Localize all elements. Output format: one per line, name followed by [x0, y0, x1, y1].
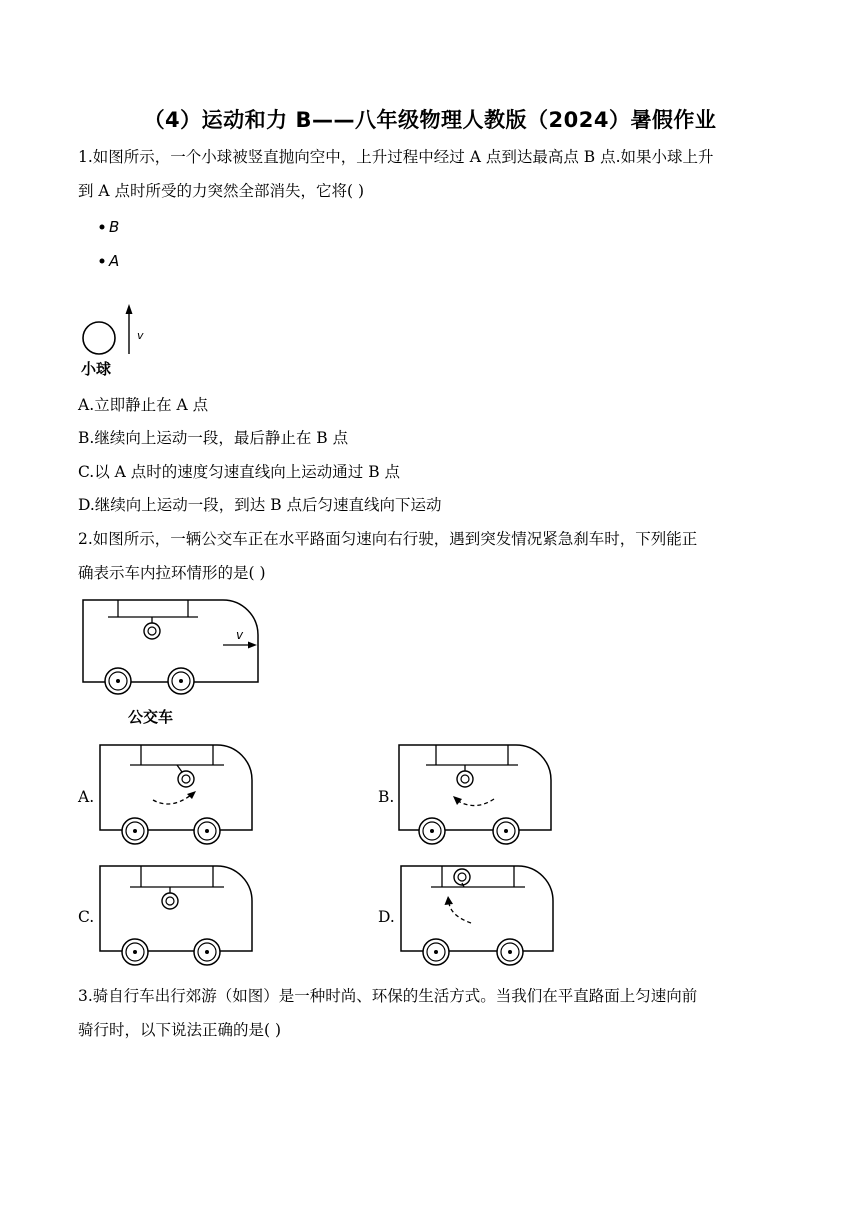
- swing-arrowhead-icon: [445, 896, 454, 905]
- bus-figure: [78, 595, 268, 730]
- q2-option-b-label: B.: [378, 788, 395, 806]
- q1-figure: [78, 210, 168, 385]
- ball-icon: [83, 322, 115, 354]
- q2-text-line2: 确表示车内拉环情形的是( ): [78, 564, 266, 582]
- q1-option-a: A.立即静止在 A 点: [78, 396, 209, 414]
- pull-ring-icon: [454, 869, 470, 885]
- q1-option-c: C.以 A 点时的速度匀速直线向上运动通过 B 点: [78, 463, 401, 481]
- page-title: （4）运动和力 B——八年级物理人教版（2024）暑假作业: [143, 108, 717, 132]
- bus-body: [83, 600, 258, 682]
- ball-caption: 小球: [81, 360, 112, 378]
- q2-option-c-figure: [97, 863, 262, 973]
- swing-arrow: [153, 795, 191, 804]
- q3-text-line1: 3.骑自行车出行郊游（如图）是一种时尚、环保的生活方式。当我们在平直路面上匀速向前: [78, 987, 698, 1005]
- q2-text-line1: 2.如图所示，一辆公交车正在水平路面匀速向右行驶，遇到突发情况紧急刹车时，下列能正: [78, 530, 698, 548]
- velocity-label: v: [137, 329, 144, 342]
- bus-caption: 公交车: [128, 708, 174, 726]
- q3-text-line2: 骑行时，以下说法正确的是( ): [78, 1021, 282, 1039]
- q2-option-b-figure: [396, 742, 561, 852]
- q1-text-line2: 到 A 点时所受的力突然全部消失，它将( ): [78, 182, 365, 200]
- point-a-dot: [100, 259, 105, 264]
- swing-arrowhead-icon: [453, 796, 462, 805]
- pull-ring-icon: [457, 771, 473, 787]
- q1-option-d: D.继续向上运动一段，到达 B 点后匀速直线向下运动: [78, 496, 442, 514]
- q2-option-c-label: C.: [78, 908, 95, 926]
- velocity-arrowhead-icon: [248, 642, 257, 649]
- swing-arrowhead-icon: [187, 791, 196, 799]
- swing-arrow: [458, 799, 494, 806]
- velocity-label: v: [236, 628, 244, 642]
- q2-option-a-label: A.: [78, 788, 95, 806]
- swing-arrow: [449, 903, 471, 923]
- point-b-label: B: [109, 218, 120, 236]
- velocity-arrowhead-icon: [126, 304, 133, 314]
- q2-option-d-figure: [398, 863, 563, 973]
- pull-ring-icon: [162, 893, 178, 909]
- q2-option-a-figure: [97, 742, 262, 852]
- q2-option-d-label: D.: [378, 908, 395, 926]
- q1-text-line1: 1.如图所示，一个小球被竖直抛向空中，上升过程中经过 A 点到达最高点 B 点.如果小球上升: [78, 148, 714, 166]
- pull-ring-icon: [144, 623, 160, 639]
- point-a-label: A: [109, 252, 120, 270]
- pull-ring-icon: [178, 771, 194, 787]
- point-b-dot: [100, 225, 105, 230]
- q1-option-b: B.继续向上运动一段，最后静止在 B 点: [78, 429, 349, 447]
